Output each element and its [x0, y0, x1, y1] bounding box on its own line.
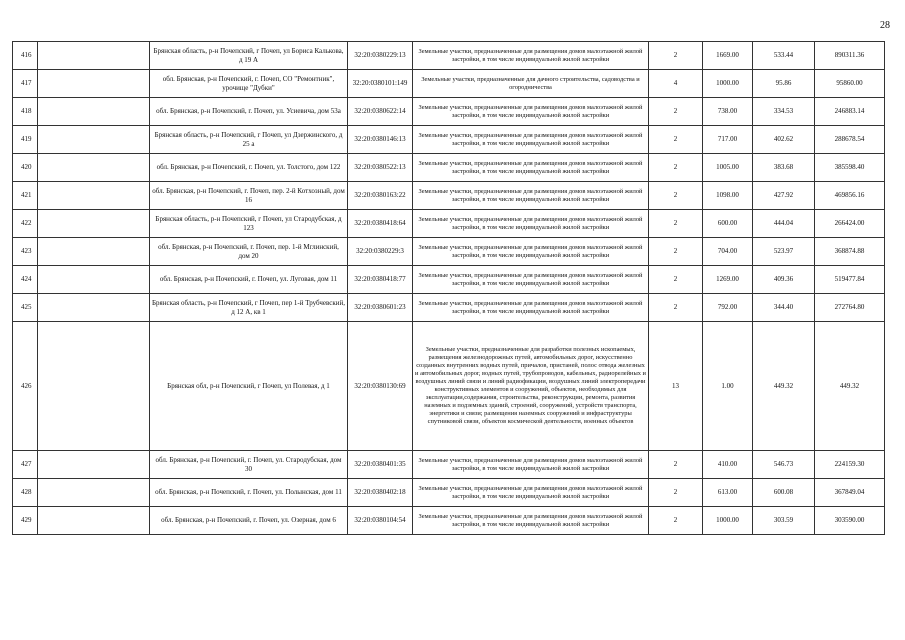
blank-cell: [38, 42, 150, 70]
cadastral-number-cell: 32:20:0380163:22: [348, 182, 413, 210]
area-cell: 1000.00: [703, 70, 753, 98]
row-number: 421: [13, 182, 38, 210]
table-row: [13, 507, 885, 535]
cadastral-value-cell: 224159.30: [815, 451, 885, 479]
rate-cell: 427.92: [753, 182, 815, 210]
land-use-cell: Земельные участки, предназначенные для размещения домов малоэтажной жилой застройки, в том числе индивидуальной жилой застройки: [413, 479, 649, 507]
category-cell: 2: [649, 126, 703, 154]
cadastral-number-cell: 32:20:0380104:54: [348, 507, 413, 535]
rate-cell: 344.40: [753, 294, 815, 322]
page-number: 28: [880, 20, 890, 31]
address-cell: Брянская область, р-н Почепский, г Почеп, ул Бориса Калькова, д 19 А: [150, 42, 348, 70]
cadastral-number-cell: 32:20:0380101:149: [348, 70, 413, 98]
area-cell: 738.00: [703, 98, 753, 126]
category-cell: 2: [649, 210, 703, 238]
row-number: 418: [13, 98, 38, 126]
cadastral-number-cell: 32:20:0380146:13: [348, 126, 413, 154]
land-use-cell: Земельные участки, предназначенные для размещения домов малоэтажной жилой застройки, в том числе индивидуальной жилой застройки: [413, 42, 649, 70]
cadastral-value-cell: 449.32: [815, 322, 885, 451]
row-number: 423: [13, 238, 38, 266]
table-row: [13, 322, 885, 451]
land-use-cell: Земельные участки, предназначенные для размещения домов малоэтажной жилой застройки, в том числе индивидуальной жилой застройки: [413, 238, 649, 266]
land-use-cell: Земельные участки, предназначенные для размещения домов малоэтажной жилой застройки, в том числе индивидуальной жилой застройки: [413, 507, 649, 535]
rate-cell: 600.08: [753, 479, 815, 507]
table-row: [13, 479, 885, 507]
area-cell: 613.00: [703, 479, 753, 507]
row-number: 425: [13, 294, 38, 322]
rate-cell: 523.97: [753, 238, 815, 266]
land-use-cell: Земельные участки, предназначенные для дачного строительства, садоводства и огородничества: [413, 70, 649, 98]
blank-cell: [38, 322, 150, 451]
rate-cell: 444.04: [753, 210, 815, 238]
cadastral-number-cell: 32:20:0380622:14: [348, 98, 413, 126]
area-cell: 410.00: [703, 451, 753, 479]
table-row: [13, 294, 885, 322]
category-cell: 4: [649, 70, 703, 98]
land-use-cell: Земельные участки, предназначенные для размещения домов малоэтажной жилой застройки, в том числе индивидуальной жилой застройки: [413, 182, 649, 210]
category-cell: 2: [649, 294, 703, 322]
address-cell: обл. Брянская, р-н Почепский, г. Почеп, ул. Полынская, дом 11: [150, 479, 348, 507]
category-cell: 2: [649, 182, 703, 210]
table-row: [13, 70, 885, 98]
land-use-cell: Земельные участки, предназначенные для размещения домов малоэтажной жилой застройки, в том числе индивидуальной жилой застройки: [413, 266, 649, 294]
cadastral-value-cell: 385598.40: [815, 154, 885, 182]
category-cell: 2: [649, 507, 703, 535]
blank-cell: [38, 451, 150, 479]
blank-cell: [38, 182, 150, 210]
cadastral-value-cell: 890311.36: [815, 42, 885, 70]
area-cell: 1269.00: [703, 266, 753, 294]
rate-cell: 533.44: [753, 42, 815, 70]
area-cell: 1.00: [703, 322, 753, 451]
blank-cell: [38, 238, 150, 266]
land-use-cell: Земельные участки, предназначенные для размещения домов малоэтажной жилой застройки, в том числе индивидуальной жилой застройки: [413, 154, 649, 182]
table-row: [13, 238, 885, 266]
area-cell: 1098.00: [703, 182, 753, 210]
address-cell: Брянская область, р-н Почепский, г Почеп, пер 1-й Трубчевский, д 12 А, кв 1: [150, 294, 348, 322]
blank-cell: [38, 70, 150, 98]
cadastral-value-cell: 367849.04: [815, 479, 885, 507]
table-row: [13, 154, 885, 182]
category-cell: 2: [649, 266, 703, 294]
land-use-cell: Земельные участки, предназначенные для размещения домов малоэтажной жилой застройки, в том числе индивидуальной жилой застройки: [413, 98, 649, 126]
area-cell: 717.00: [703, 126, 753, 154]
row-number: 429: [13, 507, 38, 535]
cadastral-value-cell: 519477.84: [815, 266, 885, 294]
row-number: 420: [13, 154, 38, 182]
row-number: 424: [13, 266, 38, 294]
table-row: [13, 126, 885, 154]
blank-cell: [38, 98, 150, 126]
row-number: 417: [13, 70, 38, 98]
row-number: 416: [13, 42, 38, 70]
area-cell: 1000.00: [703, 507, 753, 535]
address-cell: Брянская область, р-н Почепский, г Почеп, ул Стародубская, д 123: [150, 210, 348, 238]
land-use-cell: Земельные участки, предназначенные для размещения домов малоэтажной жилой застройки, в том числе индивидуальной жилой застройки: [413, 294, 649, 322]
category-cell: 2: [649, 451, 703, 479]
rate-cell: 334.53: [753, 98, 815, 126]
area-cell: 704.00: [703, 238, 753, 266]
cadastral-value-cell: 246883.14: [815, 98, 885, 126]
cadastral-number-cell: 32:20:0380522:13: [348, 154, 413, 182]
cadastral-value-cell: 368874.88: [815, 238, 885, 266]
cadastral-value-cell: 266424.00: [815, 210, 885, 238]
cadastral-number-cell: 32:20:0380418:64: [348, 210, 413, 238]
address-cell: обл. Брянская, р-н Почепский, г. Почеп, СО "Ремонтник", урочище "Дубки": [150, 70, 348, 98]
blank-cell: [38, 154, 150, 182]
land-use-cell: Земельные участки, предназначенные для размещения домов малоэтажной жилой застройки, в том числе индивидуальной жилой застройки: [413, 451, 649, 479]
cadastral-value-cell: 95860.00: [815, 70, 885, 98]
rate-cell: 383.68: [753, 154, 815, 182]
table-row: [13, 98, 885, 126]
address-cell: обл. Брянская, р-н Почепский, г. Почеп, ул. Озерная, дом 6: [150, 507, 348, 535]
category-cell: 2: [649, 479, 703, 507]
area-cell: 1005.00: [703, 154, 753, 182]
category-cell: 2: [649, 238, 703, 266]
category-cell: 2: [649, 42, 703, 70]
table-row: [13, 42, 885, 70]
cadastral-value-cell: 288678.54: [815, 126, 885, 154]
table-body: [13, 42, 885, 535]
rate-cell: 95.86: [753, 70, 815, 98]
blank-cell: [38, 210, 150, 238]
category-cell: 13: [649, 322, 703, 451]
rate-cell: 303.59: [753, 507, 815, 535]
land-use-cell: Земельные участки, предназначенные для разработки полезных ископаемых, размещения железнодорожных путей, автомобильных дорог, искусственно созданных внутренних водных путей, причалов, пристаней, полос отвода железных и автомобильных дорог, водных путей, трубопроводов, кабельных, радиорелейных и воздушных линий связи и линий радиофикации, воздушных линий электропередачи конструктивных элементов и сооружений, объектов, необходимых для эксплуатации,содержания, строительства, реконструкции, ремонта, развития наземных и подземных зданий, строений, сооружений, устройств транспорта, энергетики и связи; размещения наземных сооружений и инфраструктуры спутниковой связи, объектов космической деятельности, военных объектов: [413, 322, 649, 451]
cadastral-number-cell: 32:20:0380401:35: [348, 451, 413, 479]
cadastral-value-cell: 272764.80: [815, 294, 885, 322]
address-cell: обл. Брянская, р-н Почепский, г. Почеп, ул. Усиевича, дом 53а: [150, 98, 348, 126]
table-row: [13, 266, 885, 294]
address-cell: обл. Брянская, р-н Почепский, г. Почеп, ул. Луговая, дом 11: [150, 266, 348, 294]
cadastral-number-cell: 32:20:0380402:18: [348, 479, 413, 507]
category-cell: 2: [649, 98, 703, 126]
cadastral-number-cell: 32:20:0380229:13: [348, 42, 413, 70]
category-cell: 2: [649, 154, 703, 182]
row-number: 428: [13, 479, 38, 507]
blank-cell: [38, 294, 150, 322]
address-cell: обл. Брянская, р-н Почепский, г. Почеп, ул. Стародубская, дом 30: [150, 451, 348, 479]
table-row: [13, 210, 885, 238]
rate-cell: 409.36: [753, 266, 815, 294]
blank-cell: [38, 266, 150, 294]
cadastral-number-cell: 32:20:0380130:69: [348, 322, 413, 451]
cadastral-value-cell: 303590.00: [815, 507, 885, 535]
rate-cell: 546.73: [753, 451, 815, 479]
table-row: [13, 182, 885, 210]
address-cell: обл. Брянская, р-н Почепский, г. Почеп, ул. Толстого, дом 122: [150, 154, 348, 182]
land-plots-table: [12, 41, 885, 535]
area-cell: 792.00: [703, 294, 753, 322]
land-use-cell: Земельные участки, предназначенные для размещения домов малоэтажной жилой застройки, в том числе индивидуальной жилой застройки: [413, 126, 649, 154]
row-number: 427: [13, 451, 38, 479]
cadastral-number-cell: 32:20:0380418:77: [348, 266, 413, 294]
address-cell: Брянская область, р-н Почепский, г Почеп, ул Дзержинского, д 25 а: [150, 126, 348, 154]
address-cell: обл. Брянская, р-н Почепский, г. Почеп, пер. 1-й Мглинский, дом 20: [150, 238, 348, 266]
area-cell: 600.00: [703, 210, 753, 238]
row-number: 419: [13, 126, 38, 154]
land-use-cell: Земельные участки, предназначенные для размещения домов малоэтажной жилой застройки, в том числе индивидуальной жилой застройки: [413, 210, 649, 238]
blank-cell: [38, 479, 150, 507]
area-cell: 1669.00: [703, 42, 753, 70]
row-number: 426: [13, 322, 38, 451]
rate-cell: 402.62: [753, 126, 815, 154]
address-cell: обл. Брянская, р-н Почепский, г. Почеп, пер. 2-й Котхозный, дом 16: [150, 182, 348, 210]
cadastral-number-cell: 32:20:0380601:23: [348, 294, 413, 322]
address-cell: Брянская обл, р-н Почепский, г Почеп, ул Полевая, д 1: [150, 322, 348, 451]
blank-cell: [38, 507, 150, 535]
cadastral-number-cell: 32:20:0380229:3: [348, 238, 413, 266]
table-row: [13, 451, 885, 479]
blank-cell: [38, 126, 150, 154]
row-number: 422: [13, 210, 38, 238]
rate-cell: 449.32: [753, 322, 815, 451]
cadastral-value-cell: 469856.16: [815, 182, 885, 210]
